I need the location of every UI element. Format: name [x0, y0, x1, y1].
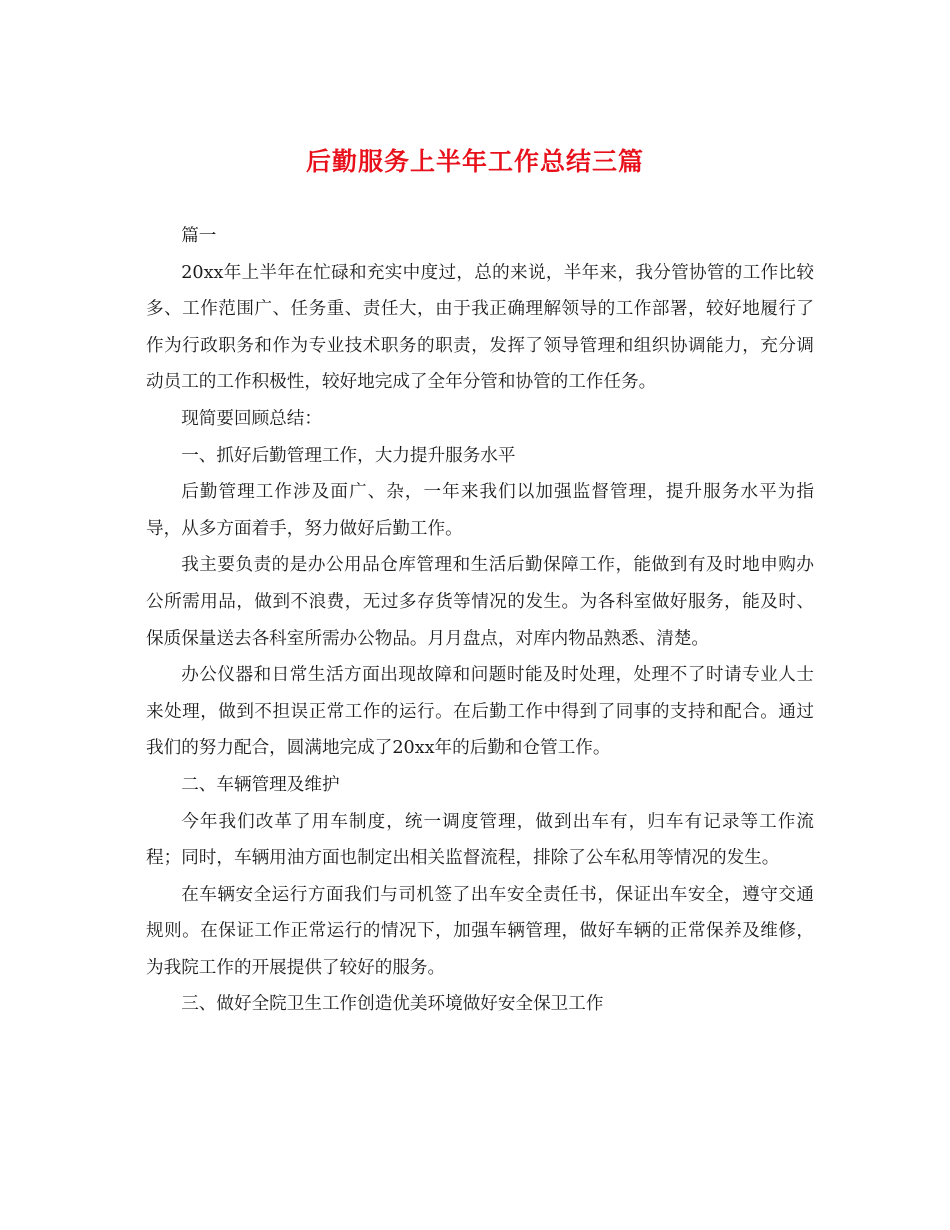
paragraph: 办公仪器和日常生活方面出现故障和问题时能及时处理，处理不了时请专业人士来处理，做到不担误正常工作的运行。在后勤工作中得到了同事的支持和配合。通过我们的努力配合，圆满地完成了20xx年的后勤和仓管工作。: [146, 665, 814, 759]
paragraph: 在车辆安全运行方面我们与司机签了出车安全责任书，保证出车安全，遵守交通规则。在保证工作正常运行的情况下，加强车辆管理，做好车辆的正常保养及维修，为我院工作的开展提供了较好的服务。: [146, 884, 814, 978]
document-title: 后勤服务上半年工作总结三篇: [305, 147, 644, 176]
paragraph: 20xx年上半年在忙碌和充实中度过，总的来说，半年来，我分管协管的工作比较多、工作范围广、任务重、责任大，由于我正确理解领导的工作部署，较好地履行了作为行政职务和作为专业技术职务的职责，发挥了领导管理和组织协调能力，充分调动员工的工作积极性，较好地完成了全年分管和协管的工作任务。: [146, 262, 814, 393]
section-heading: 三、做好全院卫生工作创造优美环境做好安全保卫工作: [181, 994, 604, 1015]
paragraph: 我主要负责的是办公用品仓库管理和生活后勤保障工作，能做到有及时地申购办公所需用品，做到不浪费，无过多存货等情况的发生。为各科室做好服务，能及时、保质保量送去各科室所需办公物品。月月盘点，对库内物品熟悉、清楚。: [146, 555, 814, 649]
paragraph: 今年我们改革了用车制度，统一调度管理，做到出车有，归车有记录等工作流程；同时，车辆用油方面也制定出相关监督流程，排除了公车私用等情况的发生。: [146, 811, 814, 869]
paragraph: 后勤管理工作涉及面广、杂，一年来我们以加强监督管理，提升服务水平为指导，从多方面着手，努力做好后勤工作。: [146, 482, 814, 539]
document-body: [146, 218, 814, 1023]
section-heading: 篇一: [181, 226, 217, 246]
section-heading: 一、抓好后勤管理工作，大力提升服务水平: [181, 445, 516, 466]
section-heading: 二、车辆管理及维护: [181, 774, 340, 795]
paragraph: 现简要回顾总结：: [181, 408, 322, 429]
